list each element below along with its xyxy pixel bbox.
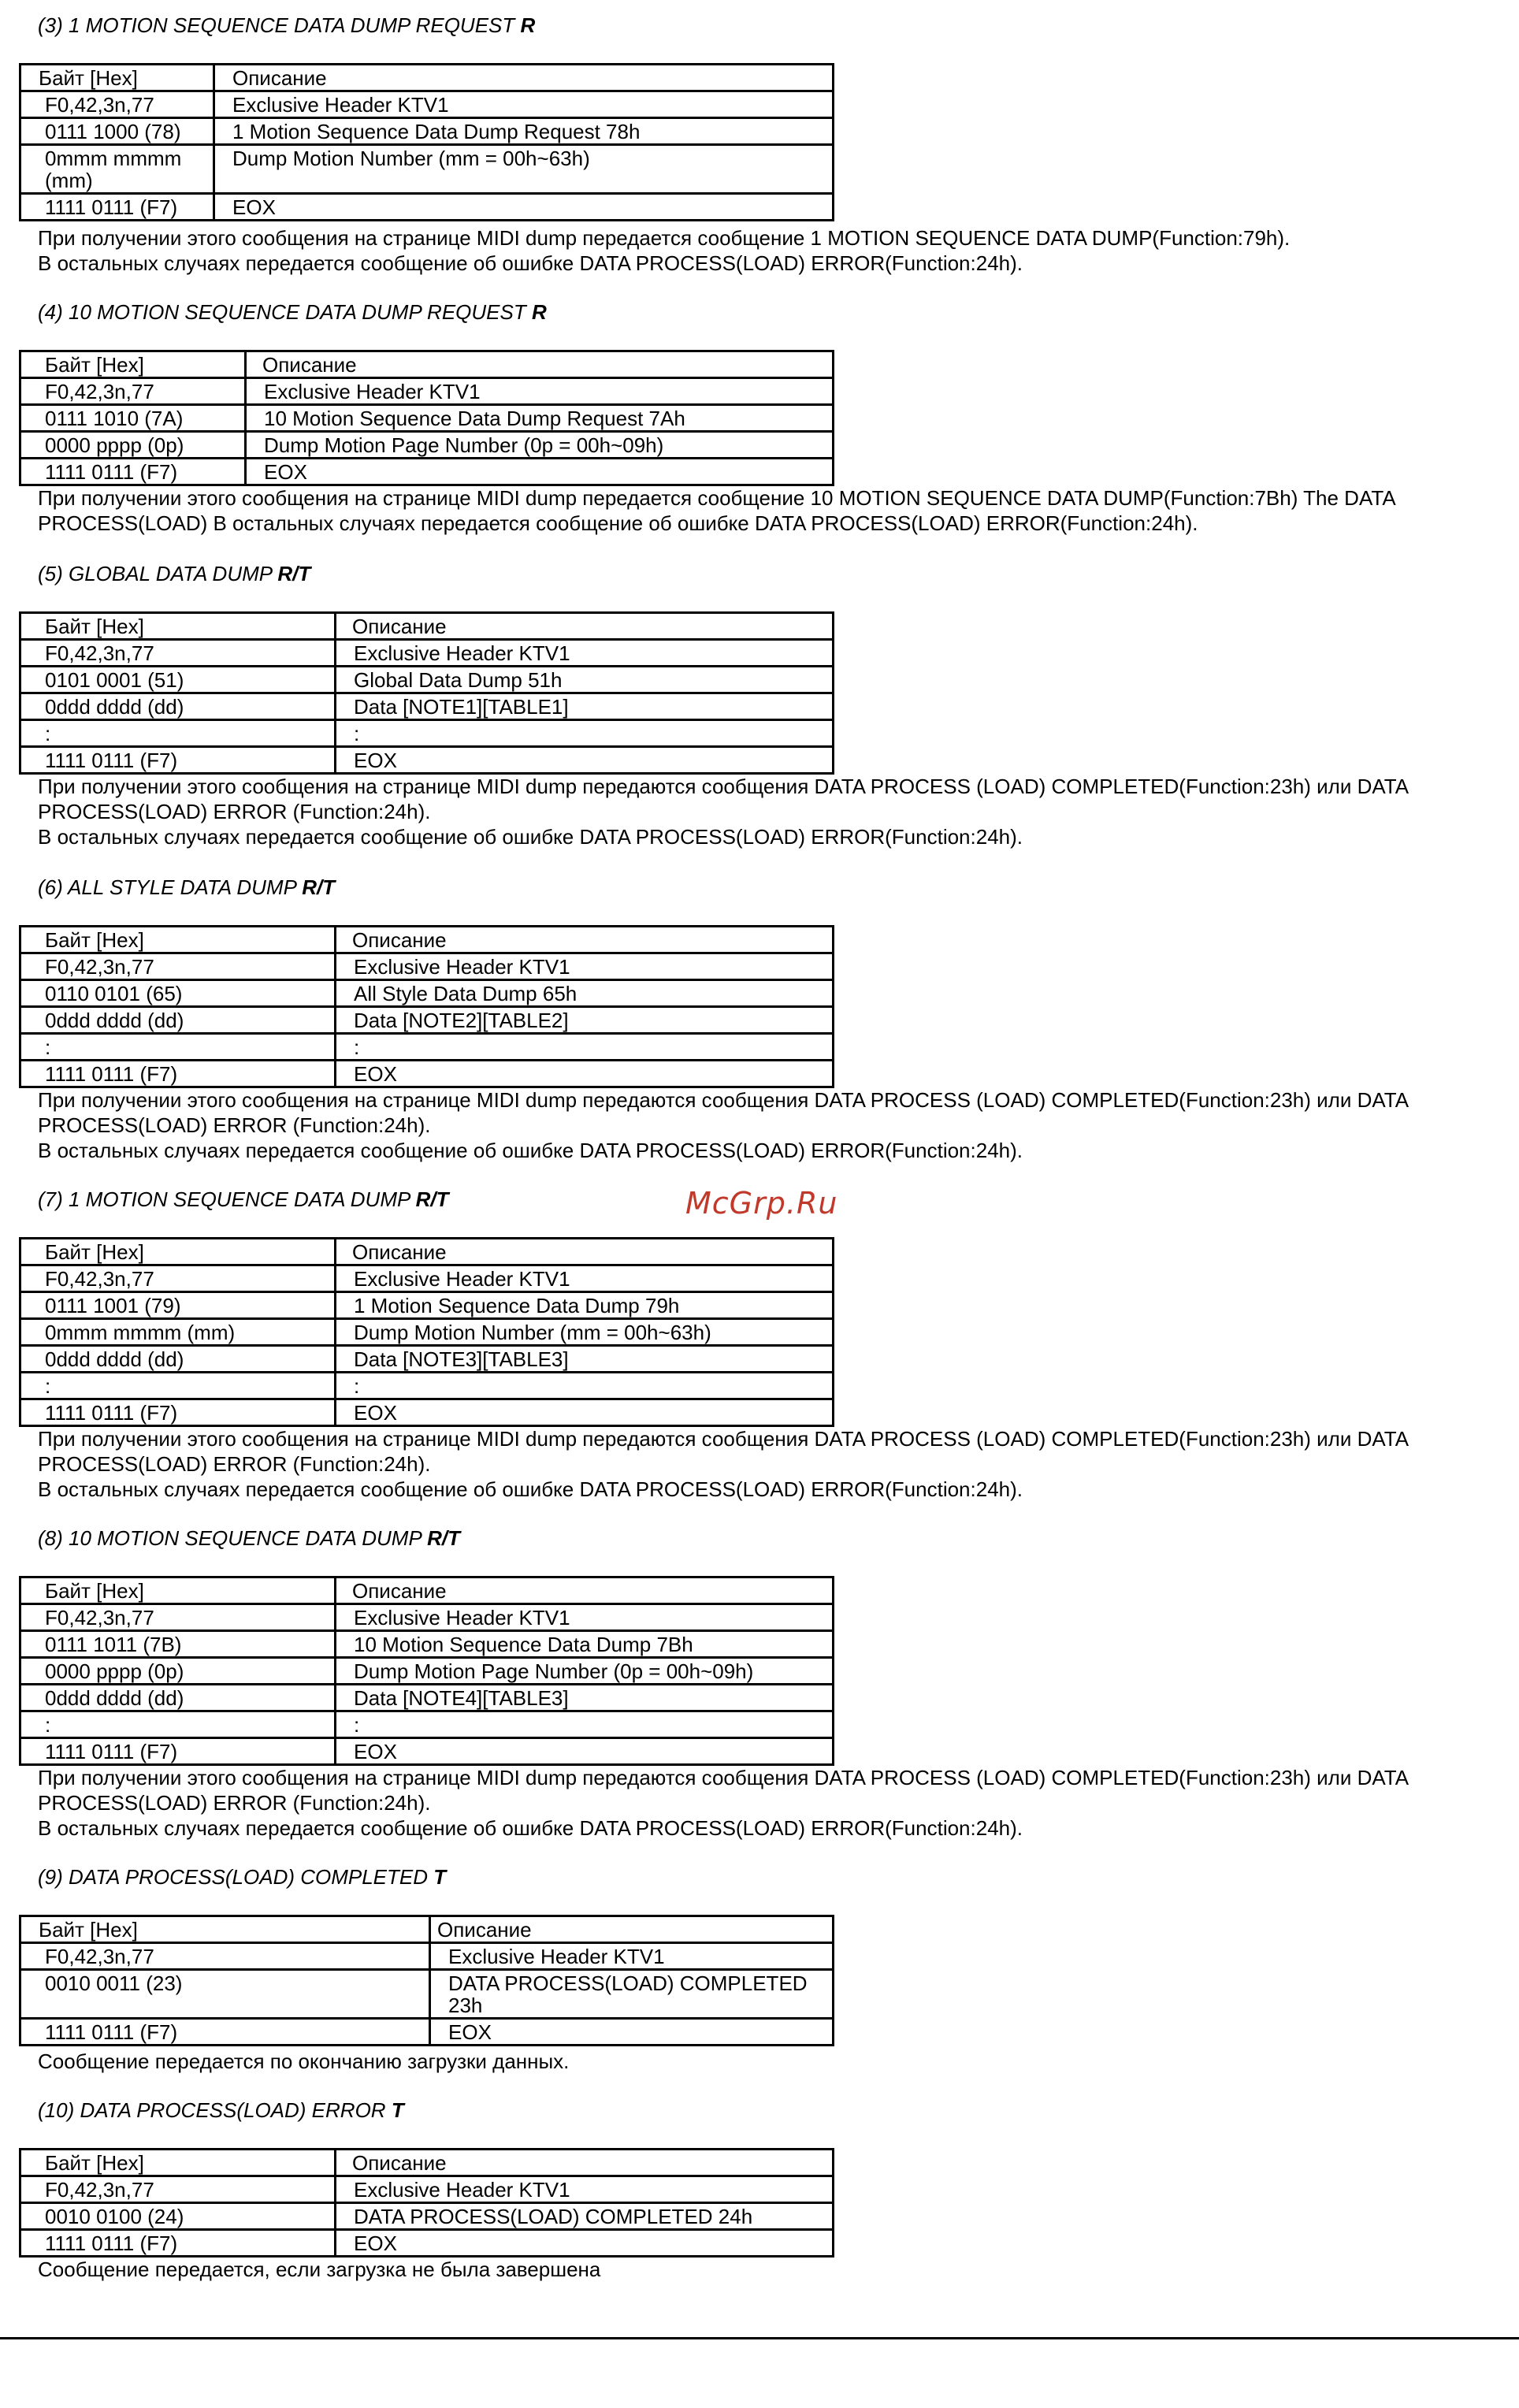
section-9-note-line: Сообщение передается по окончанию загрузки данных.	[38, 2049, 570, 2073]
section-4-note-line: При получении этого сообщения на странице MIDI dump передается сообщение 10 MOTION SEQUENCE DATA DUMP(Function:7Bh) The DATA	[38, 486, 1396, 510]
section-7-note-line: При получении этого сообщения на странице MIDI dump передаются сообщения DATA PROCESS (LOAD) COMPLETED(Function:23h) или DATA	[38, 1427, 1409, 1451]
table-row: 0ddd dddd (dd) Data [NOTE4][TABLE3]	[20, 1685, 834, 1711]
section-8-heading: (8) 10 MOTION SEQUENCE DATA DUMP R/T	[38, 1526, 460, 1550]
table-header-row: Байт [Hex] Описание	[20, 1239, 834, 1265]
table-row: : :	[20, 720, 834, 747]
section-4-table	[19, 350, 834, 486]
section-10-table	[19, 2148, 834, 2258]
section-10-note-line: Сообщение передается, если загрузка не была завершена	[38, 2258, 601, 2281]
section-3-heading: (3) 1 MOTION SEQUENCE DATA DUMP REQUEST R	[38, 13, 536, 37]
table-row: F0,42,3n,77 Exclusive Header KTV1	[20, 1265, 834, 1292]
table-row: 1111 0111 (F7) EOX	[20, 459, 834, 485]
table-row: 0111 1001 (79) 1 Motion Sequence Data Dump 79h	[20, 1292, 834, 1319]
section-8-note-line: PROCESS(LOAD) ERROR (Function:24h).	[38, 1791, 431, 1815]
section-7-table	[19, 1237, 834, 1427]
section-4-heading: (4) 10 MOTION SEQUENCE DATA DUMP REQUEST R	[38, 300, 547, 324]
section-3-table	[19, 63, 834, 221]
section-5-heading: (5) GLOBAL DATA DUMP R/T	[38, 562, 311, 585]
table-row: 1111 0111 (F7) EOX	[20, 2019, 834, 2046]
table-row: 1111 0111 (F7) EOX	[20, 1738, 834, 1765]
table-row: 0111 1000 (78) 1 Motion Sequence Data Dump Request 78h	[20, 118, 834, 145]
section-6-note-line: В остальных случаях передается сообщение об ошибке DATA PROCESS(LOAD) ERROR(Function:24h).	[38, 1139, 1023, 1162]
table-row: F0,42,3n,77 Exclusive Header KTV1	[20, 91, 834, 118]
table-header-row: Байт [Hex] Описание	[20, 351, 834, 378]
table-row: F0,42,3n,77 Exclusive Header KTV1	[20, 1943, 834, 1970]
table-row: : :	[20, 1373, 834, 1399]
section-8-table	[19, 1576, 834, 1766]
table-row: 0ddd dddd (dd) Data [NOTE1][TABLE1]	[20, 693, 834, 720]
table-row: 0110 0101 (65) All Style Data Dump 65h	[20, 980, 834, 1007]
table-row: 1111 0111 (F7) EOX	[20, 2230, 834, 2257]
section-5-note-line: В остальных случаях передается сообщение об ошибке DATA PROCESS(LOAD) ERROR(Function:24h).	[38, 825, 1023, 849]
table-row: 0111 1011 (7B) 10 Motion Sequence Data Dump 7Bh	[20, 1631, 834, 1658]
section-6-heading: (6) ALL STYLE DATA DUMP R/T	[38, 875, 336, 899]
section-4-note-line: PROCESS(LOAD) В остальных случаях передается сообщение об ошибке DATA PROCESS(LOAD) ERROR(Function:24h).	[38, 511, 1198, 535]
table-row: 0101 0001 (51) Global Data Dump 51h	[20, 667, 834, 693]
table-row: 0000 pppp (0p) Dump Motion Page Number (0p = 00h~09h)	[20, 1658, 834, 1685]
section-8-note-line: При получении этого сообщения на странице MIDI dump передаются сообщения DATA PROCESS (LOAD) COMPLETED(Function:23h) или DATA	[38, 1766, 1409, 1789]
watermark: McGrp.Ru	[685, 1186, 838, 1221]
footer-rule	[0, 2337, 1519, 2339]
table-row: 0ddd dddd (dd) Data [NOTE3][TABLE3]	[20, 1346, 834, 1373]
section-7-heading: (7) 1 MOTION SEQUENCE DATA DUMP R/T	[38, 1187, 449, 1211]
table-row: 1111 0111 (F7) EOX	[20, 194, 834, 221]
table-row: : :	[20, 1711, 834, 1738]
table-header-row: Байт [Hex] Описание	[20, 1577, 834, 1604]
table-row: F0,42,3n,77 Exclusive Header KTV1	[20, 378, 834, 405]
table-header-row: Байт [Hex] Описание	[20, 613, 834, 640]
section-9-table	[19, 1915, 834, 2046]
table-header-row: Байт [Hex] Описание	[20, 1916, 834, 1943]
table-row: 0mmm mmmm (mm) Dump Motion Number (mm = 00h~63h)	[20, 145, 834, 194]
table-row: 0mmm mmmm (mm) Dump Motion Number (mm = 00h~63h)	[20, 1319, 834, 1346]
section-7-note-line: PROCESS(LOAD) ERROR (Function:24h).	[38, 1452, 431, 1476]
table-row: 0ddd dddd (dd) Data [NOTE2][TABLE2]	[20, 1007, 834, 1034]
table-row: F0,42,3n,77 Exclusive Header KTV1	[20, 2176, 834, 2203]
table-row: 1111 0111 (F7) EOX	[20, 1061, 834, 1087]
section-6-note-line: При получении этого сообщения на странице MIDI dump передаются сообщения DATA PROCESS (LOAD) COMPLETED(Function:23h) или DATA	[38, 1088, 1409, 1112]
table-row: F0,42,3n,77 Exclusive Header KTV1	[20, 953, 834, 980]
table-row: : :	[20, 1034, 834, 1061]
section-8-note-line: В остальных случаях передается сообщение об ошибке DATA PROCESS(LOAD) ERROR(Function:24h).	[38, 1816, 1023, 1840]
section-5-table	[19, 611, 834, 775]
section-10-heading: (10) DATA PROCESS(LOAD) ERROR T	[38, 2098, 404, 2122]
table-row: 0010 0011 (23) DATA PROCESS(LOAD) COMPLETED 23h	[20, 1970, 834, 2019]
table-row: F0,42,3n,77 Exclusive Header KTV1	[20, 1604, 834, 1631]
table-row: F0,42,3n,77 Exclusive Header KTV1	[20, 640, 834, 667]
table-row: 0010 0100 (24) DATA PROCESS(LOAD) COMPLETED 24h	[20, 2203, 834, 2230]
section-7-note-line: В остальных случаях передается сообщение об ошибке DATA PROCESS(LOAD) ERROR(Function:24h).	[38, 1477, 1023, 1501]
section-3-note-line: При получении этого сообщения на странице MIDI dump передается сообщение 1 MOTION SEQUENCE DATA DUMP(Function:79h).	[38, 226, 1291, 250]
table-row: 1111 0111 (F7) EOX	[20, 747, 834, 774]
section-6-note-line: PROCESS(LOAD) ERROR (Function:24h).	[38, 1113, 431, 1137]
section-5-note-line: PROCESS(LOAD) ERROR (Function:24h).	[38, 800, 431, 823]
section-5-note-line: При получении этого сообщения на странице MIDI dump передаются сообщения DATA PROCESS (LOAD) COMPLETED(Function:23h) или DATA	[38, 775, 1409, 798]
table-header-row: Байт [Hex] Описание	[20, 65, 834, 91]
table-header-row: Байт [Hex] Описание	[20, 927, 834, 953]
section-9-heading: (9) DATA PROCESS(LOAD) COMPLETED T	[38, 1865, 447, 1889]
table-row: 0000 pppp (0p) Dump Motion Page Number (0p = 00h~09h)	[20, 432, 834, 459]
section-6-table	[19, 925, 834, 1088]
table-row: 1111 0111 (F7) EOX	[20, 1399, 834, 1426]
section-3-note-line: В остальных случаях передается сообщение об ошибке DATA PROCESS(LOAD) ERROR(Function:24h).	[38, 251, 1023, 275]
table-row: 0111 1010 (7A) 10 Motion Sequence Data Dump Request 7Ah	[20, 405, 834, 432]
table-header-row: Байт [Hex] Описание	[20, 2150, 834, 2176]
